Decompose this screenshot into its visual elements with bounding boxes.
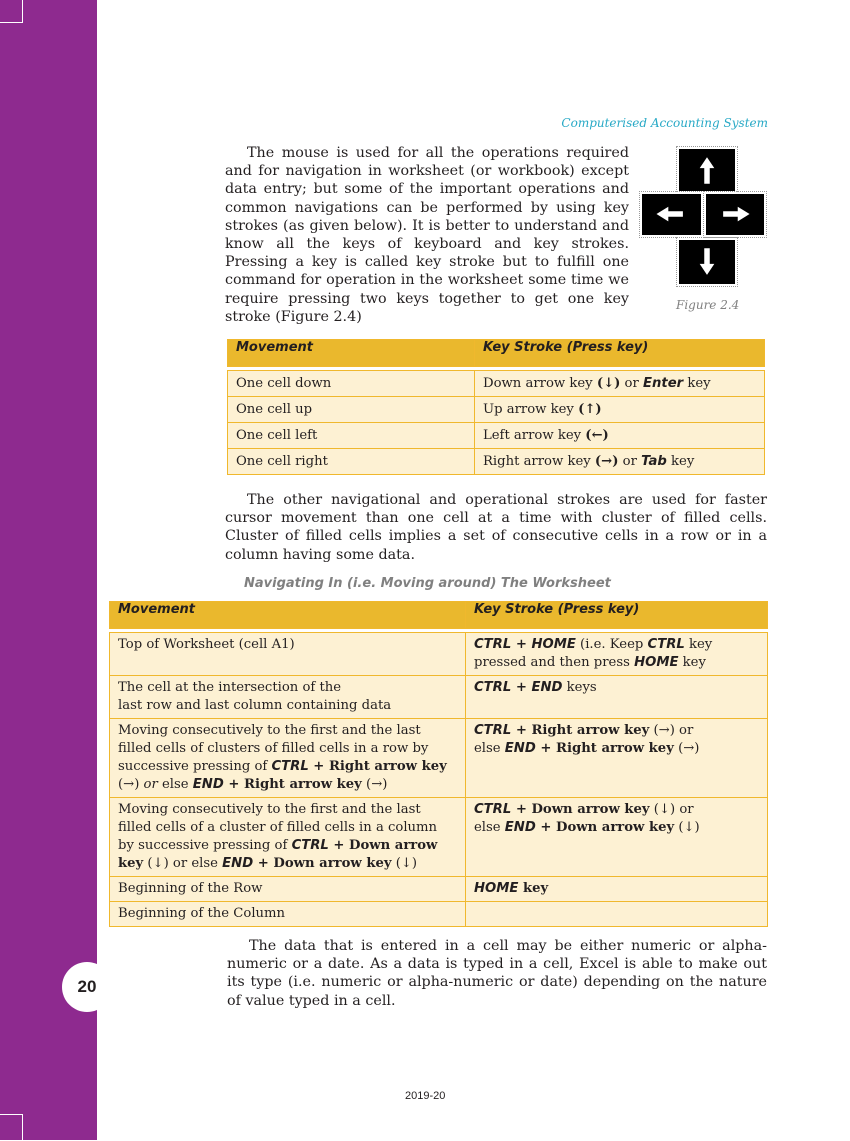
key-name: HOME xyxy=(634,655,679,670)
key-name: Enter xyxy=(643,376,684,391)
key-text: else xyxy=(474,820,505,835)
movement-cell: Top of Worksheet (cell A1) xyxy=(110,633,466,676)
movement-cell: Beginning of the Row xyxy=(110,877,466,902)
movement-cell: One cell right xyxy=(228,449,475,475)
key-stroke-cell xyxy=(475,423,765,449)
key-text: else xyxy=(157,777,193,792)
arrow-symbol: (→) xyxy=(673,741,700,756)
movement-cell xyxy=(110,676,466,719)
plus-sign: + xyxy=(511,680,532,695)
plus-sign: + xyxy=(511,637,532,652)
paragraph-mouse-usage xyxy=(225,144,629,326)
paragraph-navigational-strokes xyxy=(225,491,767,564)
key-text: key xyxy=(518,881,549,896)
key-text: Left arrow key xyxy=(483,428,586,443)
key-name: CTRL xyxy=(474,723,512,738)
arrow-symbol: (↑) xyxy=(578,402,602,417)
crop-mark-top xyxy=(0,0,23,23)
running-head: Computerised Accounting System xyxy=(561,116,768,130)
arrow-keys-figure xyxy=(640,145,766,288)
table-row xyxy=(110,902,768,927)
paragraph-text: The mouse is used for all the operations required and for navigation in worksheet (or workbook) except data entry; but some of the important operations and common navigations can be performed by using key strokes (as given below). It is better to understand and know all the keys of keyboard and key strokes. Pressing a key is called key stroke but to fulfill one command for operation in the worksheet some time we require pressing two keys together to get one key stroke (Figure 2.4) xyxy=(225,145,629,325)
key-name: CTRL xyxy=(474,802,512,817)
arrow-symbol: (→) xyxy=(361,777,388,792)
key-text: + Down arrow key xyxy=(253,856,392,871)
movement-cell: One cell up xyxy=(228,397,475,423)
key-name: CTRL xyxy=(474,680,512,695)
key-name: END xyxy=(504,741,536,756)
key-stroke-cell xyxy=(475,449,765,475)
right-arrow-key-icon xyxy=(704,192,766,237)
key-text: (i.e. Keep xyxy=(575,637,648,652)
figure-caption: Figure 2.4 xyxy=(676,298,740,312)
arrow-symbol: (↓) xyxy=(596,376,621,391)
key-text: or xyxy=(618,454,642,469)
table-header-row xyxy=(228,340,765,367)
key-name: END xyxy=(504,820,536,835)
arrow-symbol: (↓) xyxy=(674,820,700,835)
header-movement: Movement xyxy=(110,602,466,629)
table-row xyxy=(110,798,768,877)
header-key-stroke: Key Stroke (Press key) xyxy=(466,602,768,629)
key-text: Up arrow key xyxy=(483,402,579,417)
paragraph-data-types xyxy=(227,937,767,1010)
arrow-symbol: (↓) xyxy=(391,856,418,871)
table-header-row xyxy=(110,602,768,629)
movement-text: last row and last column containing data xyxy=(118,698,392,713)
key-text: + Down arrow key xyxy=(511,802,650,817)
table-row xyxy=(228,449,765,475)
paragraph-text: The data that is entered in a cell may be either numeric or alpha-numeric or a date. As a data is typed in a cell, Excel is able to make out its type (i.e. numeric or alpha-numeric or date) depending on the nature of value typed in a cell. xyxy=(227,938,767,1009)
table-row xyxy=(110,676,768,719)
arrow-symbol: (←) xyxy=(585,428,609,443)
key-text: else xyxy=(474,741,505,756)
movement-cell: Beginning of the Column xyxy=(110,902,466,927)
worksheet-navigation-table xyxy=(109,601,768,927)
key-text: keys xyxy=(562,680,597,695)
table-row xyxy=(228,397,765,423)
key-text: + Right arrow key xyxy=(511,723,650,738)
movement-cell xyxy=(110,719,466,798)
key-name: CTRL xyxy=(271,759,309,774)
key-stroke-cell xyxy=(466,902,768,927)
table-title: Navigating In (i.e. Moving around) The Worksheet xyxy=(244,576,611,591)
key-text: + Right arrow key xyxy=(223,777,362,792)
key-text: key xyxy=(666,454,695,469)
movement-text: The cell at the intersection of the xyxy=(118,680,342,695)
key-text: or xyxy=(620,376,643,391)
left-arrow-key-icon xyxy=(640,192,703,237)
key-text: or xyxy=(143,777,158,792)
key-stroke-cell xyxy=(475,397,765,423)
key-name: END xyxy=(222,856,254,871)
up-arrow-key-icon xyxy=(677,147,737,193)
key-stroke-cell xyxy=(475,371,765,397)
key-text: + Right arrow key xyxy=(308,759,447,774)
key-name: HOME xyxy=(474,881,519,896)
down-arrow-key-icon xyxy=(677,238,737,286)
key-stroke-cell xyxy=(466,798,768,877)
page-number: 20 xyxy=(62,962,112,1012)
key-name: CTRL xyxy=(291,838,329,853)
movement-text: Moving consecutively to the first and the last filled cells of clusters of filled cells in a row by successive pressing of xyxy=(118,723,429,774)
header-movement: Movement xyxy=(228,340,475,367)
arrow-symbol: (→) xyxy=(118,777,144,792)
header-key-stroke: Key Stroke (Press key) xyxy=(475,340,765,367)
key-stroke-cell xyxy=(466,877,768,902)
movement-cell: One cell left xyxy=(228,423,475,449)
paragraph-text: The other navigational and operational strokes are used for faster cursor movement than one cell at a time with cluster of filled cells. Cluster of filled cells implies a set of consecutive cells in a row or in a column having some data. xyxy=(225,492,767,563)
key-text: key pressed and then press xyxy=(474,637,713,670)
movement-cell xyxy=(110,798,466,877)
key-stroke-cell xyxy=(466,633,768,676)
table-row xyxy=(110,719,768,798)
key-text: key xyxy=(678,655,706,670)
key-text: (↓) or else xyxy=(143,856,223,871)
key-name: END xyxy=(192,777,224,792)
key-text: + Down arrow key xyxy=(535,820,675,835)
key-name: HOME xyxy=(531,637,576,652)
key-name: Tab xyxy=(641,454,667,469)
key-text: + Down arrow key xyxy=(118,838,438,871)
table-row xyxy=(228,371,765,397)
arrow-symbol: (↓) or xyxy=(649,802,694,817)
single-cell-movement-table xyxy=(227,339,765,475)
key-name: CTRL xyxy=(647,637,685,652)
table-row xyxy=(110,633,768,676)
movement-text: Moving consecutively to the first and the last filled cells of a cluster of filled cells in a column by successive pressing of xyxy=(118,802,438,853)
key-stroke-cell xyxy=(466,676,768,719)
key-text: + Right arrow key xyxy=(535,741,674,756)
arrow-symbol: (→) or xyxy=(649,723,694,738)
movement-cell: One cell down xyxy=(228,371,475,397)
crop-mark-bottom xyxy=(0,1114,23,1141)
table-row xyxy=(228,423,765,449)
key-text: Right arrow key xyxy=(483,454,595,469)
key-text: key xyxy=(683,376,711,391)
key-name: END xyxy=(531,680,563,695)
key-name: CTRL xyxy=(474,637,512,652)
arrow-symbol: (→) xyxy=(594,454,619,469)
key-stroke-cell xyxy=(466,719,768,798)
table-row xyxy=(110,877,768,902)
key-text: Down arrow key xyxy=(483,376,597,391)
footer-year: 2019-20 xyxy=(405,1090,446,1102)
